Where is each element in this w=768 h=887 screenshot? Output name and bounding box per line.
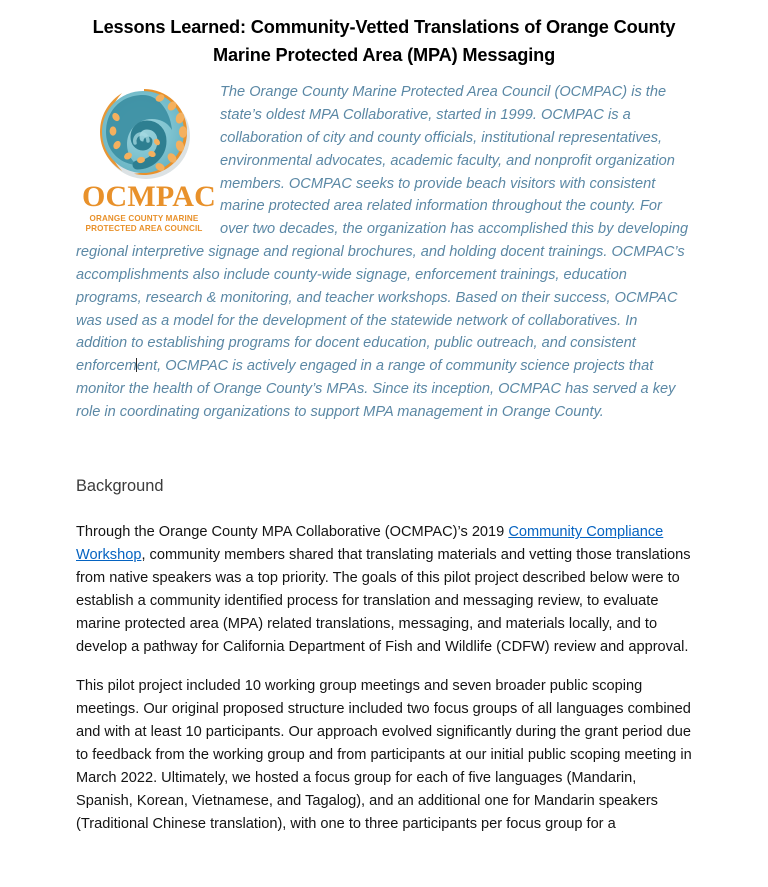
ocmpac-logo <box>82 84 216 234</box>
logo-subtitle-line2: PROTECTED AREA COUNCIL <box>85 224 203 234</box>
logo-subtitle <box>82 214 206 234</box>
paragraph-1-text-after-link: , community members shared that translating materials and vetting those translations from native speakers was a top priority. The goals of this pilot project described below were to establish a community identified process for translation and messaging review, to evaluate marine protected area (MPA) related translations, messaging, and materials locally, and to develop a pathway for California Department of Fish and Wildlife (CDFW) review and approval. <box>76 547 691 655</box>
intro-block <box>76 81 692 423</box>
octopus-spiral-logo-icon <box>94 84 194 180</box>
section-heading-background: Background <box>76 476 164 495</box>
intro-text-after-caret: ent, OCMPAC is actively engaged in a range of community science projects that monitor the health of Orange County’s MPAs. Since its inception, OCMPAC has served a key role in coordinating organizations to support MPA management in Orange County. <box>76 358 676 420</box>
intro-text-before-caret: The Orange County Marine Protected Area Council (OCMPAC) is the state’s oldest MPA Collaborative, started in 1999. OCMPAC is a collaboration of city and county officials, institutional representatives, environmental advocates, academic faculty, and nonprofit organization members. OCMPAC seeks to provide beach visitors with consistent marine protected area related information throughout the county. For over two decades, the organization has accomplished this by developing regional interpretive signage and regional brochures, and holding docent trainings. OCMPAC’s accomplishments also include county-wide signage, enforcement trainings, education programs, research & monitoring, and teacher workshops. Based on their success, OCMPAC was used as a model for the development of the statewide network of collaboratives. In addition to establishing programs for docent education, public outreach, and consistent enforcem <box>76 84 689 375</box>
page-title: Lessons Learned: Community-Vetted Translations of Orange County Marine Protected Area (MPA) Messaging <box>92 17 676 65</box>
logo-subtitle-line1: ORANGE COUNTY MARINE <box>89 214 199 224</box>
logo-wordmark: OCMPAC <box>82 180 216 214</box>
paragraph-1-text-before-link: Through the Orange County MPA Collaborative (OCMPAC)’s 2019 <box>76 524 509 541</box>
community-compliance-workshop-link[interactable]: Community Compliance Workshop <box>76 524 664 564</box>
background-paragraph-2: This pilot project included 10 working group meetings and seven broader public scoping meetings. Our original proposed structure included two focus groups of all languages combined and with at least 10 participants. Our approach evolved significantly during the grant period due to feedback from the working group and from participants at our initial public scoping meeting in March 2022. Ultimately, we hosted a focus group for each of five languages (Mandarin, Spanish, Korean, Vietnamese, and Tagalog), and an additional one for Mandarin speakers (Traditional Chinese translation), with one to three participants per focus group for a <box>76 677 692 832</box>
background-paragraph-1 <box>76 521 692 659</box>
